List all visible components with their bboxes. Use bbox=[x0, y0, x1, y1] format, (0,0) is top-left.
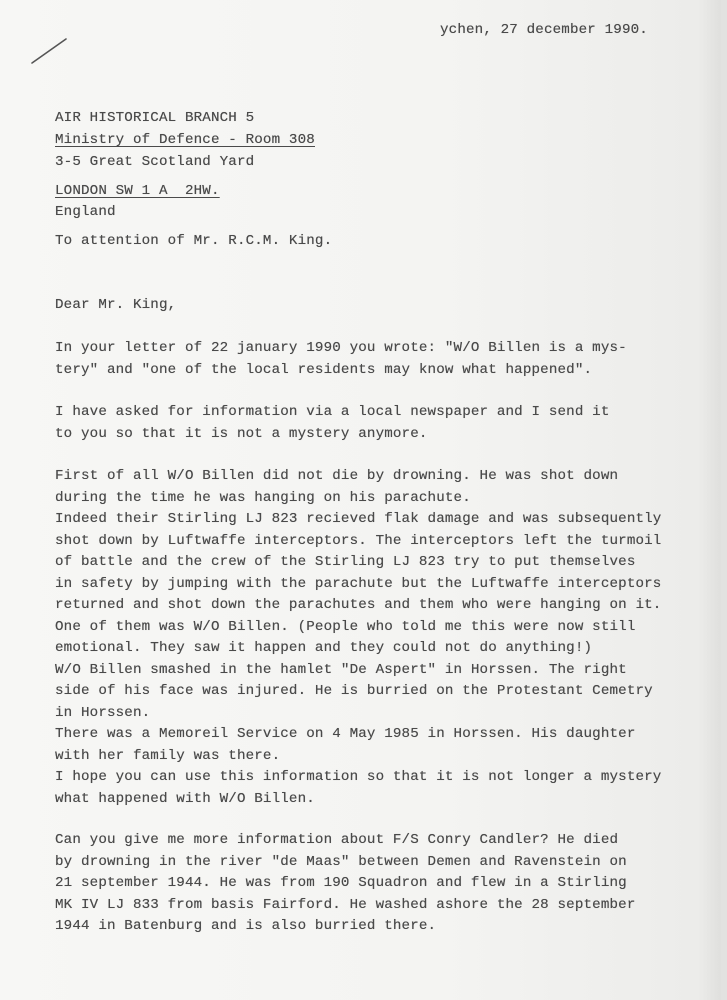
paragraph3-line-1: First of all W/O Billen did not die by drowning. He was shot down bbox=[55, 468, 619, 484]
page-edge bbox=[721, 0, 727, 1000]
paragraph4-line-5: 1944 in Batenburg and is also burried there. bbox=[55, 918, 437, 934]
attention-line: To attention of Mr. R.C.M. King. bbox=[55, 233, 333, 249]
paragraph4-line-1: Can you give me more information about F/S Conry Candler? He died bbox=[55, 832, 619, 848]
paragraph3-line-4: shot down by Luftwaffe interceptors. The interceptors left the turmoil bbox=[55, 533, 662, 549]
paragraph4-line-2: by drowning in the river "de Maas" between Demen and Ravenstein on bbox=[55, 854, 627, 870]
paragraph3-line-15: I hope you can use this information so that it is not longer a mystery bbox=[55, 769, 662, 785]
paragraph3-line-6: in safety by jumping with the parachute but the Luftwaffe interceptors bbox=[55, 576, 662, 592]
salutation: Dear Mr. King, bbox=[55, 297, 177, 313]
paragraph3-line-3: Indeed their Stirling LJ 823 recieved flak damage and was subsequently bbox=[55, 511, 662, 527]
paragraph3-line-12: in Horssen. bbox=[55, 705, 151, 721]
address-line-2: Ministry of Defence - Room 308 bbox=[55, 132, 315, 148]
paragraph3-line-8: One of them was W/O Billen. (People who told me this were now still bbox=[55, 619, 636, 635]
address-line-3: 3-5 Great Scotland Yard bbox=[55, 154, 255, 170]
paragraph1-line-1: In your letter of 22 january 1990 you wrote: "W/O Billen is a mys- bbox=[55, 340, 627, 356]
dateline: ychen, 27 december 1990. bbox=[440, 22, 648, 38]
paragraph2-line-1: I have asked for information via a local newspaper and I send it bbox=[55, 404, 610, 420]
paragraph3-line-10: W/O Billen smashed in the hamlet "De Aspert" in Horssen. The right bbox=[55, 662, 627, 678]
paragraph3-line-14: with her family was there. bbox=[55, 748, 281, 764]
paragraph3-line-7: returned and shot down the parachutes and them who were hanging on it. bbox=[55, 597, 662, 613]
pen-mark-icon bbox=[30, 36, 70, 66]
paragraph4-line-3: 21 september 1944. He was from 190 Squadron and flew in a Stirling bbox=[55, 875, 627, 891]
address-line-1: AIR HISTORICAL BRANCH 5 bbox=[55, 110, 255, 126]
address-line-4: LONDON SW 1 A 2HW. bbox=[55, 183, 220, 199]
paragraph2-line-2: to you so that it is not a mystery anymore. bbox=[55, 426, 428, 442]
paragraph3-line-5: of battle and the crew of the Stirling LJ 823 try to put themselves bbox=[55, 554, 636, 570]
address-line-5: England bbox=[55, 204, 116, 220]
paragraph3-line-13: There was a Memoreil Service on 4 May 1985 in Horssen. His daughter bbox=[55, 726, 636, 742]
paragraph4-line-4: MK IV LJ 833 from basis Fairford. He washed ashore the 28 september bbox=[55, 897, 636, 913]
paragraph3-line-11: side of his face was injured. He is burried on the Protestant Cemetry bbox=[55, 683, 653, 699]
paragraph3-line-2: during the time he was hanging on his parachute. bbox=[55, 490, 471, 506]
paragraph3-line-9: emotional. They saw it happen and they could not do anything!) bbox=[55, 640, 593, 656]
paragraph1-line-2: tery" and "one of the local residents may know what happened". bbox=[55, 362, 593, 378]
paragraph3-line-16: what happened with W/O Billen. bbox=[55, 791, 315, 807]
